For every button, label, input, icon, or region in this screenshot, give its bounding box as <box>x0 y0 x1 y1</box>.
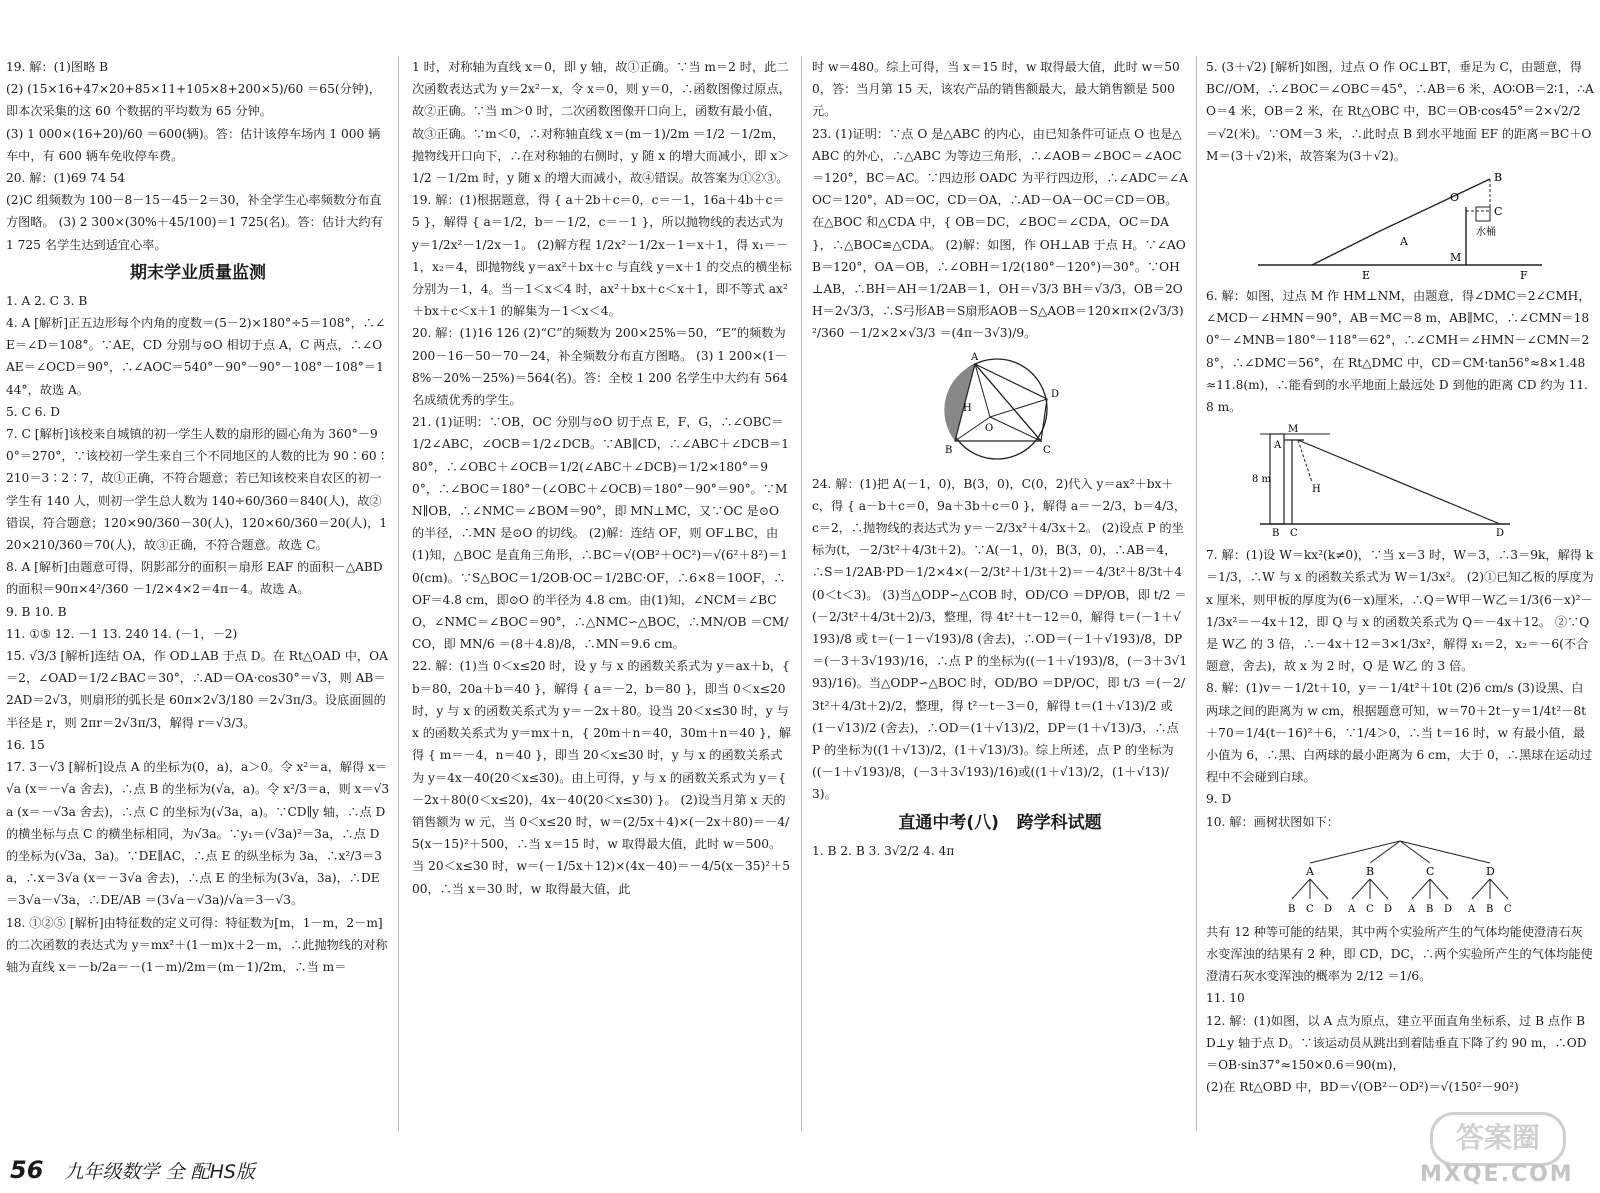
fig23-label-c: C <box>1043 444 1051 456</box>
answer-entry: 17. 3－√3 [解析]设点 A 的坐标为(0，a)，a＞0。令 x²＝a，解得 x＝√a (x＝－√a 舍去)，∴点 B 的坐标为(√a，a)。令 x²/3＝a，则 x＝√3a (x＝－√3a 舍去)，∴点 C 的坐标为(√3a，a)。∵CD∥y 轴，∴点 D 的横坐标与点 C 的横坐标相同，为√3a。∵y₁＝(√3a)²＝3a，∴点 D 的坐标为(√3a，3a)。∵DE∥AC，∴点 E 的纵坐标为 3a，∴x²/3＝3a，∴x＝3√a (x＝－3√a 舍去)，∴点 E 的坐标为(3√a，3a)，∴DE＝3√a－√3a，∴DE/AB ＝(3√a－√3a)/√a＝3－√3。 <box>6 760 390 908</box>
column-2 <box>412 56 792 1136</box>
tree-node-top: A <box>1306 864 1314 878</box>
fig6-label-m: M <box>1288 424 1299 436</box>
answer-entry: 1 时，对称轴为直线 x＝0，即 y 轴，故①正确。∵当 m＝2 时，此二次函数表达式为 y＝2x²－x，令 x＝0，则 y＝0，∴函数图像过原点，故②正确。∵当 m＞0 时，二次函数图像开口向上，函数有最小值，故③正确。∵m＜0，∴对称轴直线 x＝(m－1)/2m ＝1/2 －1/2m，抛物线开口向下，∴在对称轴的右侧时，y 随 x 的增大而减小，即 x＞1/2 －1/2m 时，y 随 x 的增大而减小，故④错误。故答案为①②③。 <box>412 60 791 186</box>
tree-node-leaf: D <box>1384 903 1393 915</box>
answer-entry: 9. D <box>1206 792 1232 807</box>
answer-entry: 11. 10 <box>1206 991 1245 1006</box>
answer-entry: 8. 解：(1)v＝－1/2t＋10，y＝－1/4t²＋10t (2)6 cm/s (3)设黑、白两球之间的距离为 w cm，根据题意可知，w＝70＋2t－y＝1/4t²－8t＋70＝1/4(t－16)²＋6，∵1/4＞0，∴当 t＝16 时，w 有最小值，最小值为 6，∴黑、白两球的最小距离为 6 cm，大于 0，∴黑球在运动过程中不会碰到白球。 <box>1206 681 1593 785</box>
answer-entry: (2) (15×16+47×20+85×11+105×8+200×5)/60 ＝65(分钟)， <box>6 82 381 97</box>
fig5-label-o: O <box>1450 191 1460 205</box>
section-title-direct-exam-main: 直通中考(八) <box>898 812 999 833</box>
fig5-seesaw-diagram <box>1250 171 1550 281</box>
tree-node-leaf: A <box>1468 903 1476 915</box>
tree-node-top: B <box>1366 864 1375 878</box>
fig5-label-a: A <box>1400 235 1408 249</box>
fig6-label-c: C <box>1290 528 1298 540</box>
answer-entry: 时 w＝480。综上可得，当 x＝15 时，w 取得最大值，此时 w＝500，答：当月第 15 天，该农产品的销售额最大，最大销售额是 500 元。 <box>812 60 1180 119</box>
tree-node-leaf: D <box>1444 903 1453 915</box>
answer-entry: (2)C 组频数为 100－8－15－45－2＝30，补全学生心率频数分布直方图略。 (3) 2 300×(30%＋45/100)＝1 725(名)。答：估计大约有 1 725 名学生达到适宜心率。 <box>6 193 383 252</box>
answer-entry: 24. 解：(1)把 A(－1，0)，B(3，0)，C(0，2)代入 y＝ax²＋bx＋c，得 { a－b＋c＝0，9a＋3b＋c＝0 }，解得 a＝－2/3，b＝4/3，c＝2，∴抛物线的表达式为 y＝－2/3x²＋4/3x＋2。 (2)设点 P 的坐标为(t，－2/3t²＋4/3t＋2)。∵A(－1，0)，B(3，0)，∴AB＝4，∴S＝1/2AB·PD－1/2×4×(－2/3t²＋1/3t＋2)＝－4/3t²＋8/3t＋4(0＜t＜3)。 (3)当△ODP∽△COB 时，OD/CO ＝DP/OB，即 t/2 ＝(－2/3t²＋4/3t＋2)/3，整理，得 4t²＋t－12＝0，解得 t＝(－1＋√193)/8 或 t＝(－1－√193)/8 (舍去)，∴OD＝(－1＋√193)/8，DP＝(－3＋3√193)/16，∴点 P 的坐标为((－1＋√193)/8，(－3＋3√193)/16)。当△ODP∽△BOC 时，OD/BO ＝DP/OC，即 t/3 ＝(－2/3t²＋4/3t＋2)/2，整理，得 t²－t－3＝0，解得 t＝(1＋√13)/2 或 (1－√13)/2 (舍去)，∴OD＝(1＋√13)/2，DP＝(1＋√13)/3，∴点 P 的坐标为((1＋√13)/2，(1＋√13)/3)。综上所述，点 P 的坐标为((－1＋√193)/8，(－3＋3√193)/16)或((1＋√13)/2，(1＋√13)/3)。 <box>812 476 1188 802</box>
fig23-label-a: A <box>971 351 979 363</box>
tree-branch <box>1370 879 1388 899</box>
fig23-label-b: B <box>945 444 953 456</box>
fig6-label-b: B <box>1272 528 1280 540</box>
fig10-tree-diagram <box>1275 837 1525 917</box>
tree-branch <box>1490 879 1508 899</box>
answer-entry: 1. A 2. C 3. B <box>6 293 88 308</box>
answer-entry: 7. 解：(1)设 W＝kx²(k≠0)，∵当 x＝3 时，W＝3，∴3＝9k，解得 k＝1/3，∴W 与 x 的函数关系式为 W＝1/3x²。 (2)①已知乙板的厚度为 x 厘米，则甲板的厚度为(6－x)厘米，∴Q＝W甲－W乙＝1/3(6－x)²－1/3x²＝－4x＋12，即 Q 与 x 的函数关系式为 Q＝－4x＋12。 ②∵Q 是 W乙 的 3 倍，∴－4x＋12＝3×1/3x²，解得 x₁＝2，x₂＝－6(不合题意，舍去)，故 x 为 2 时，Q 是 W乙 的 3 倍。 <box>1206 548 1594 674</box>
answer-entry: 11. ①⑤ 12. －1 13. 240 14. (－1，－2) <box>6 626 238 641</box>
page-footer <box>10 1156 255 1186</box>
answer-entry: 7. C [解析]该校来自城镇的初一学生人数的扇形的圆心角为 360°－90°＝270°，∵该校初一学生来自三个不同地区的人数的比为 90∶60∶210＝3∶2∶7，故①正确，不符合题意；若已知该校来自农区的初一学生有 140 人，则初一学生总人数为 140÷60/360＝840(人)，故②错误，符合题意；120×90/360－30(人)，120×60/360＝20(人)，120×210/360＝70(人)，故③正确，不符合题意。故选 C。 <box>6 427 389 553</box>
fig5-label-pipe: 水桶 <box>1476 227 1496 239</box>
fig5-label-f: F <box>1520 269 1528 282</box>
answer-entry: 20. 解：(1)16 126 (2)“C”的频数为 200×25%＝50，“E”的频数为 200－16－50－70－24，补全频数分布直方图略。 (3) 1 200×(1－8%－20%－25%)＝564(名)。答：全校 1 200 名学生中大约有 564 名成绩优秀的学生。 <box>412 326 788 408</box>
tree-branch <box>1430 879 1448 899</box>
fig23-circle-diagram <box>935 349 1065 469</box>
section-title-direct-exam-sub: 跨学科试题 <box>1016 812 1102 833</box>
tree-node-leaf: C <box>1366 903 1374 915</box>
tree-node-leaf: D <box>1324 903 1333 915</box>
answer-entry: 6. 解：如图，过点 M 作 HM⊥NM，由题意，得∠DMC＝2∠CMH，∠MCD－∠HMN＝90°，AB＝MC＝8 m，AB∥MC，∴∠CMN＝180°－∠MNB＝180°－118°＝62°，∴∠CMH＝∠HMN－∠CMN＝28°，∴∠DMC＝56°，在 Rt△DMC 中，CD＝CM·tan56°≈8×1.48≈11.8(m)，∴能看到的水平地面上最远处 D 到他的距离 CD 约为 11.8 m。 <box>1206 289 1591 415</box>
tree-node-top: D <box>1486 864 1495 878</box>
section-title-final-exam: 期末学业质量监测 <box>130 262 266 283</box>
answer-entry: 16. 15 <box>6 737 45 752</box>
tree-branch <box>1292 879 1310 899</box>
tree-node-leaf: C <box>1504 903 1512 915</box>
tree-node-leaf: C <box>1306 903 1314 915</box>
tree-branch <box>1472 879 1490 899</box>
watermark <box>1410 1108 1580 1188</box>
fig5-label-c: C <box>1494 205 1503 219</box>
column-1 <box>6 56 390 1136</box>
answer-entry: 19. 解：(1)根据题意，得 { a＋2b＋c＝0，c＝－1，16a＋4b＋c＝5 }，解得 { a＝1/2，b＝－1/2，c＝－1 }，所以抛物线的表达式为 y＝1/2x²－1/2x－1。 (2)解方程 1/2x²－1/2x－1＝x＋1，得 x₁＝－1，x₂＝4，即抛物线 y＝ax²＋bx＋c 与直线 y＝x＋1 的交点的横坐标分别为－1，4。当－1＜x＜4 时，ax²＋bx＋c＜x＋1，即不等式 ax²＋bx＋c＜x＋1 的解集为－1＜x＜4。 <box>412 193 792 319</box>
fig6-label-8m: 8 m <box>1252 474 1272 486</box>
tree-branch <box>1412 879 1430 899</box>
fig23-label-h: H <box>963 402 972 414</box>
watermark-logo: 答案圈 <box>1430 1112 1566 1166</box>
column-4 <box>1206 56 1594 1136</box>
answer-entry: (2)在 Rt△OBD 中，BD＝√(OB²－OD²)＝√(150²－90²) <box>1206 1080 1519 1095</box>
answer-entry: 15. √3/3 [解析]连结 OA，作 OD⊥AB 于点 D。在 Rt△OAD 中，OA＝2，∠OAD＝1/2∠BAC＝30°，∴AD＝OA·cos30°＝√3，则 AB＝2AD＝2√3，则扇形的弧长是 60π×2√3/180 ＝2√3π/3。设底面圆的半径是 r，则 2πr＝2√3π/3，解得 r＝√3/3。 <box>6 649 388 730</box>
answer-entry: 20. 解：(1)69 74 54 <box>6 171 126 186</box>
answer-entry: 10. 解：画树状图如下： <box>1206 814 1339 829</box>
fig6-label-a: A <box>1274 440 1282 452</box>
answer-entry: 1. B 2. B 3. 3√2/2 4. 4π <box>812 843 955 858</box>
page-number: 56 <box>10 1156 44 1184</box>
tree-node-leaf: B <box>1486 903 1494 915</box>
fig23-label-d: D <box>1051 388 1060 400</box>
tree-node-leaf: B <box>1426 903 1434 915</box>
answer-entry: 4. A [解析]正五边形每个内角的度数＝(5－2)×180°÷5＝108°，∴∠E＝∠D＝108°。∵AE，CD 分别与⊙O 相切于点 A，C 两点，∴∠OAE＝∠OCD＝90°，∴∠AOC＝540°－90°－90°－108°－108°＝144°，故选 A。 <box>6 316 386 397</box>
fig5-label-m: M <box>1450 251 1462 265</box>
fig5-label-b: B <box>1494 171 1503 185</box>
tree-node-top: C <box>1426 864 1435 878</box>
tree-branch <box>1352 879 1370 899</box>
fig23-label-o: O <box>985 422 994 434</box>
answer-entry: 即本次采集的这 60 个数据的平均数为 65 分钟。 <box>6 104 272 119</box>
fig6-label-d: D <box>1496 528 1505 540</box>
answer-entry: 22. 解：(1)当 0＜x≤20 时，设 y 与 x 的函数关系式为 y＝ax＋b，{ b＝80，20a＋b＝40 }，解得 { a＝－2，b＝80 }，即当 0＜x≤20 时，y 与 x 的函数关系式为 y＝－2x＋80。设当 20＜x≤30 时，y 与 x 的函数关系式为 y＝mx＋n，{ 20m＋n＝40，30m＋n＝40 }，解得 { m＝－4，n＝40 }，即当 20＜x≤30 时，y 与 x 的函数关系式为 y＝4x－40(20＜x≤30)。由上可得，y 与 x 的函数关系式为 y＝{ －2x＋80(0＜x≤20)，4x－40(20＜x≤30) }。 (2)设当月第 x 天的销售额为 w 元，当 0＜x≤20 时，w＝(2/5x＋4)×(－2x＋80)＝－4/5(x－15)²＋500，∴当 x＝15 时，w 取得最大值，此时 w＝500。当 20＜x≤30 时，w＝(－1/5x＋12)×(4x－40)＝－4/5(x－35)²＋500，∴当 x＝30 时，w 取得最大值，此 <box>412 659 792 896</box>
footer-title: 九年级数学 全 配HS版 <box>64 1161 255 1183</box>
section-title-direct-exam <box>812 808 1188 838</box>
fig5-label-e: E <box>1362 269 1371 282</box>
fig6-label-h: H <box>1312 484 1321 496</box>
answer-entry: 19. 解：(1)图略 B <box>6 60 109 74</box>
answer-entry: 18. ①②⑤ [解析]由特征数的定义可得：特征数为[m，1－m，2－m]的二次函数的表达式为 y＝mx²＋(1－m)x＋2－m，∴此抛物线的对称轴为直线 x＝－b/2a＝－(1－m)/2m＝(m－1)/2m，∴当 m＝ <box>6 915 388 974</box>
column-3 <box>812 56 1188 1136</box>
answer-entry: 9. B 10. B <box>6 604 67 619</box>
tree-node-leaf: A <box>1348 903 1356 915</box>
answer-entry: 共有 12 种等可能的结果，其中两个实验所产生的气体均能使澄清石灰水变浑浊的结果有 2 种，即 CD，DC，∴两个实验所产生的气体均能使澄清石灰水变浑浊的概率为 2/12 ＝1/6。 <box>1206 924 1593 984</box>
tree-node-leaf: B <box>1288 903 1296 915</box>
answer-entry: 5. C 6. D <box>6 404 60 419</box>
tree-branch <box>1310 879 1328 899</box>
answer-entry: 21. (1)证明：∵OB，OC 分别与⊙O 切于点 E，F，G，∴∠OBC＝1/2∠ABC，∠OCB＝1/2∠DCB。∵AB∥CD，∴∠ABC＋∠DCB＝180°，∴∠OBC＋∠OCB＝1/2(∠ABC＋∠DCB)＝1/2×180°＝90°，∴∠BOC＝180°－(∠OBC＋∠OCB)＝180°－90°＝90°。∵MN∥OB，∴∠NMC＝∠BOM＝90°，即 MN⊥MC，又∵OC 是⊙O 的半径，∴MN 是⊙O 的切线。 (2)解：连结 OF，则 OF⊥BC，由(1)知，△BOC 是直角三角形，∴BC＝√(OB²＋OC²)＝√(6²＋8²)＝10(cm)。∵S△BOC＝1/2OB·OC＝1/2BC·OF，∴6×8＝10OF，∴OF＝4.8 cm，即⊙O 的半径为 4.8 cm。由(1)知，∠NCM＝∠BCO，∠NMC＝∠BOC＝90°，∴△NMC∽△BOC，∴MN/OB ＝CM/CO，即 MN/6 ＝(8＋4.8)/8，∴MN＝9.6 cm。 <box>412 415 790 652</box>
watermark-site: MXQE.COM <box>1420 1162 1574 1187</box>
answer-entry: 5. (3＋√2) [解析]如图，过点 O 作 OC⊥BT，垂足为 C，由题意，得 BC//OM，∴∠BOC＝∠OBC＝45°，∴AB＝6 米，AO∶OB＝2∶1，∴AO＝4 米，OB＝2 米，在 Rt△OBC 中，BC＝OB·cos45°＝2×√2/2 ＝√2(米)。∵OM＝3 米，∴此时点 B 到水平地面 EF 的距离＝BC＋OM＝(3＋√2)米，故答案为(3＋√2)。 <box>1206 60 1594 163</box>
answer-entry: 12. 解：(1)如图，以 A 点为原点，建立平面直角坐标系，过 B 点作 BD⊥y 轴于点 D。∵该运动员从跳出到着陆垂直下降了约 90 m，∴OD＝OB·sin37°≈150×0.6＝90(m)， <box>1206 1013 1587 1073</box>
answer-entry: 23. (1)证明：∵点 O 是△ABC 的内心，由已知条件可证点 O 也是△ABC 的外心，∴△ABC 为等边三角形，∴∠AOB＝∠BOC＝∠AOC＝120°，BC＝AC。∵四边形 OADC 为平行四边形，∴∠ADC＝∠AOC＝120°，AD＝OC，CD＝OA，∴AD－OA－OC＝CD＝OB。在△BOC 和△CDA 中，{ OB＝DC，∠BOC＝∠CDA，OC＝DA }，∴△BOC≌△CDA。 (2)解：如图，作 OH⊥AB 于点 H。∵∠AOB＝120°，OA＝OB，∴∠OBH＝1/2(180°－120°)＝30°。∵OH⊥AB，∴BH＝AH＝1/2AB＝1，OH＝√3/3 BH＝√3/3，OB＝2OH＝2√3/3，∴S弓形AB＝S扇形AOB－S△AOB＝120×π×(2√3/3)²/360 －1/2×2×√3/3 ＝(4π－3√3)/9。 <box>812 126 1188 341</box>
answer-entry: 8. A [解析]由题意可得，阴影部分的面积＝扇形 EAF 的面积－△ABD 的面积＝90π×4²/360 －1/2×4×2＝4π－4。故选 A。 <box>6 560 383 597</box>
answer-entry: (3) 1 000×(16+20)/60 ＝600(辆)。答：估计该停车场内 1 000 辆车中，有 600 辆车免收停车费。 <box>6 126 381 163</box>
tree-node-leaf: A <box>1408 903 1416 915</box>
fig6-sightline-diagram <box>1250 422 1550 540</box>
